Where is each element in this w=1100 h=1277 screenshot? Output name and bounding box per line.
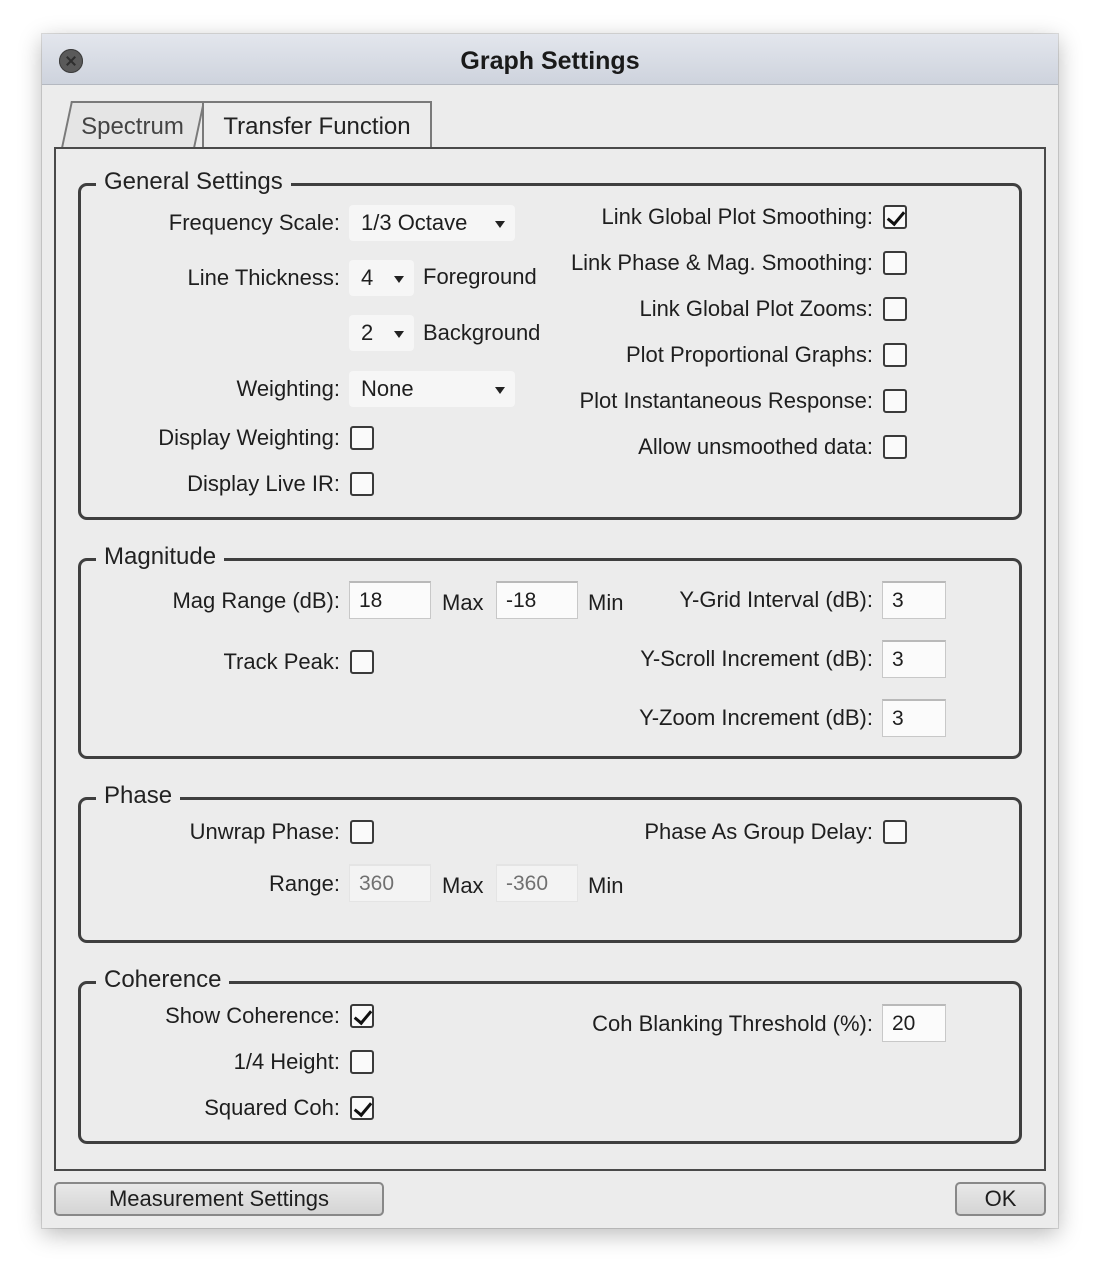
mag-range-label: Mag Range (dB): [172, 588, 340, 613]
tab-spectrum[interactable] [61, 101, 205, 148]
general-settings-legend: General Settings [96, 168, 291, 196]
display-live-ir-label: Display Live IR: [187, 471, 340, 496]
tab-transfer-function-label: Transfer Function [223, 113, 411, 140]
phase-as-group-delay-checkbox[interactable] [883, 820, 907, 844]
weighting-value: None [361, 376, 414, 401]
y-scroll-increment-label: Y-Scroll Increment (dB): [640, 646, 873, 671]
link-global-plot-zooms-label: Link Global Plot Zooms: [639, 296, 873, 321]
frequency-scale-label: Frequency Scale: [168, 210, 340, 235]
phase-legend: Phase [96, 782, 180, 810]
link-global-plot-smoothing-checkbox[interactable] [883, 205, 907, 229]
link-global-plot-smoothing-label: Link Global Plot Smoothing: [601, 204, 873, 229]
chevron-down-icon [495, 221, 505, 228]
background-thickness-dropdown[interactable] [349, 315, 414, 351]
link-global-plot-zooms-checkbox[interactable] [883, 297, 907, 321]
y-scroll-increment-input[interactable]: 3 [882, 640, 946, 678]
tab-spectrum-label: Spectrum [81, 113, 184, 140]
phase-as-group-delay-label: Phase As Group Delay: [644, 819, 873, 844]
plot-instantaneous-response-label: Plot Instantaneous Response: [579, 388, 873, 413]
track-peak-label: Track Peak: [223, 649, 340, 674]
track-peak-checkbox[interactable] [350, 650, 374, 674]
background-thickness-value: 2 [361, 320, 374, 345]
y-zoom-increment-label: Y-Zoom Increment (dB): [639, 705, 873, 730]
title-bar [42, 34, 1058, 85]
unwrap-phase-label: Unwrap Phase: [189, 819, 340, 844]
tab-transfer-function[interactable] [202, 101, 432, 148]
chevron-down-icon [394, 331, 404, 338]
y-zoom-increment-input[interactable]: 3 [882, 699, 946, 737]
foreground-label: Foreground [423, 264, 537, 289]
background-label: Background [423, 320, 541, 345]
quarter-height-checkbox[interactable] [350, 1050, 374, 1074]
allow-unsmoothed-data-label: Allow unsmoothed data: [638, 434, 873, 459]
display-weighting-checkbox[interactable] [350, 426, 374, 450]
unwrap-phase-checkbox[interactable] [350, 820, 374, 844]
squared-coh-checkbox[interactable] [350, 1096, 374, 1120]
plot-instantaneous-response-checkbox[interactable] [883, 389, 907, 413]
coherence-legend: Coherence [96, 966, 229, 994]
show-coherence-checkbox[interactable] [350, 1004, 374, 1028]
magnitude-legend: Magnitude [96, 543, 224, 571]
foreground-thickness-dropdown[interactable] [349, 260, 414, 296]
allow-unsmoothed-data-checkbox[interactable] [883, 435, 907, 459]
weighting-dropdown[interactable] [349, 371, 515, 407]
phase-range-min-input[interactable]: -360 [496, 864, 578, 902]
link-phase-mag-smoothing-checkbox[interactable] [883, 251, 907, 275]
phase-range-max-label: Max [442, 873, 484, 898]
line-thickness-label: Line Thickness: [187, 265, 340, 290]
show-coherence-label: Show Coherence: [165, 1003, 340, 1028]
mag-range-max-label: Max [442, 590, 484, 615]
display-live-ir-checkbox[interactable] [350, 472, 374, 496]
squared-coh-label: Squared Coh: [204, 1095, 340, 1120]
mag-range-min-label: Min [588, 590, 624, 615]
coh-blanking-threshold-input[interactable]: 20 [882, 1004, 946, 1042]
link-phase-mag-smoothing-label: Link Phase & Mag. Smoothing: [570, 250, 873, 275]
phase-range-label: Range: [269, 871, 340, 896]
y-grid-interval-input[interactable]: 3 [882, 581, 946, 619]
graph-settings-dialog [42, 34, 1058, 1228]
coh-blanking-threshold-label: Coh Blanking Threshold (%): [592, 1011, 873, 1036]
mag-range-min-input[interactable]: -18 [496, 581, 578, 619]
frequency-scale-dropdown[interactable] [349, 205, 515, 241]
window-title: Graph Settings [460, 47, 640, 75]
chevron-down-icon [394, 276, 404, 283]
quarter-height-label: 1/4 Height: [233, 1049, 340, 1074]
mag-range-max-input[interactable]: 18 [349, 581, 431, 619]
phase-range-min-label: Min [588, 873, 624, 898]
frequency-scale-value: 1/3 Octave [361, 210, 468, 235]
phase-range-max-input[interactable]: 360 [349, 864, 431, 902]
chevron-down-icon [495, 387, 505, 394]
display-weighting-label: Display Weighting: [158, 425, 340, 450]
y-grid-interval-label: Y-Grid Interval (dB): [679, 587, 873, 612]
plot-proportional-graphs-label: Plot Proportional Graphs: [625, 342, 873, 367]
plot-proportional-graphs-checkbox[interactable] [883, 343, 907, 367]
ok-button[interactable]: OK [955, 1182, 1046, 1216]
weighting-label: Weighting: [236, 376, 340, 401]
foreground-thickness-value: 4 [361, 265, 374, 290]
measurement-settings-button[interactable]: Measurement Settings [54, 1182, 384, 1216]
